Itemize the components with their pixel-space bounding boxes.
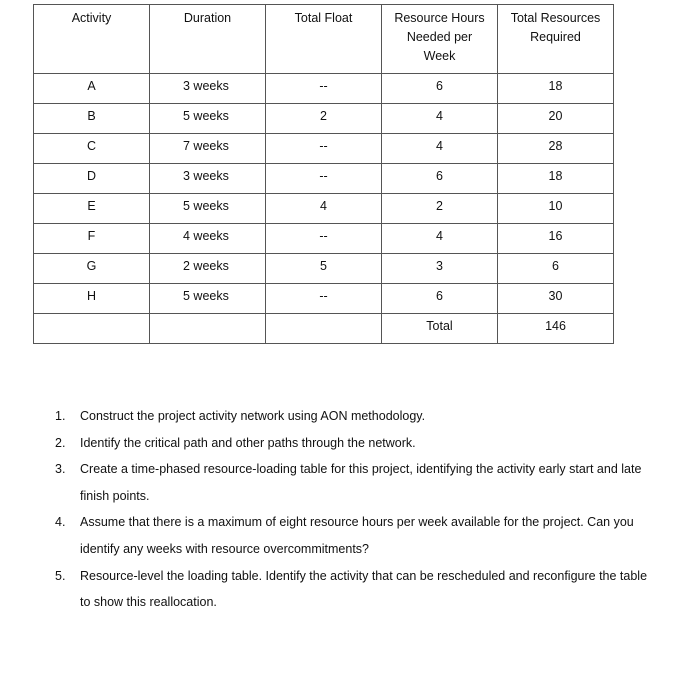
cell-total: 18 bbox=[498, 74, 614, 104]
question-text: Create a time-phased resource-loading table for this project, identifying the activity early start and late finish points. bbox=[80, 462, 642, 503]
table-header-row bbox=[34, 5, 614, 74]
cell-total: 20 bbox=[498, 104, 614, 134]
cell-total: 16 bbox=[498, 224, 614, 254]
cell-float: 2 bbox=[266, 104, 382, 134]
cell-float: -- bbox=[266, 284, 382, 314]
cell-total: 10 bbox=[498, 194, 614, 224]
cell-hours: 6 bbox=[382, 284, 498, 314]
cell-duration: 5 weeks bbox=[150, 194, 266, 224]
cell-total: 18 bbox=[498, 164, 614, 194]
question-number: 1. bbox=[55, 409, 66, 423]
question-text: Construct the project activity network using AON methodology. bbox=[80, 409, 426, 423]
cell-duration: 4 weeks bbox=[150, 224, 266, 254]
question-list bbox=[55, 403, 655, 616]
cell-activity: F bbox=[34, 224, 150, 254]
cell-hours: 2 bbox=[382, 194, 498, 224]
cell-activity: A bbox=[34, 74, 150, 104]
list-item bbox=[55, 509, 655, 562]
total-label: Total bbox=[382, 314, 498, 344]
question-number: 2. bbox=[55, 435, 66, 450]
cell-duration: 7 weeks bbox=[150, 134, 266, 164]
cell-float: 5 bbox=[266, 254, 382, 284]
cell-hours: 4 bbox=[382, 104, 498, 134]
cell-empty bbox=[34, 314, 150, 344]
list-item bbox=[55, 403, 655, 430]
table-row bbox=[34, 134, 614, 164]
cell-total: 28 bbox=[498, 134, 614, 164]
cell-float: -- bbox=[266, 74, 382, 104]
list-item bbox=[55, 456, 655, 509]
question-number: 3. bbox=[55, 462, 66, 477]
table-row bbox=[34, 74, 614, 104]
total-value: 146 bbox=[498, 314, 614, 344]
table-row bbox=[34, 224, 614, 254]
cell-hours: 6 bbox=[382, 74, 498, 104]
cell-activity: G bbox=[34, 254, 150, 284]
cell-activity: D bbox=[34, 164, 150, 194]
cell-duration: 3 weeks bbox=[150, 74, 266, 104]
header-duration: Duration bbox=[150, 5, 266, 74]
cell-activity: E bbox=[34, 194, 150, 224]
cell-activity: B bbox=[34, 104, 150, 134]
cell-activity: H bbox=[34, 284, 150, 314]
cell-float: -- bbox=[266, 164, 382, 194]
table-row bbox=[34, 254, 614, 284]
table-row bbox=[34, 104, 614, 134]
list-item bbox=[55, 563, 655, 616]
cell-hours: 6 bbox=[382, 164, 498, 194]
header-activity: Activity bbox=[34, 5, 150, 74]
cell-duration: 5 weeks bbox=[150, 284, 266, 314]
header-total-float: Total Float bbox=[266, 5, 382, 74]
table-row bbox=[34, 164, 614, 194]
question-text: Identify the critical path and other paths through the network. bbox=[80, 435, 416, 450]
cell-duration: 5 weeks bbox=[150, 104, 266, 134]
cell-hours: 4 bbox=[382, 224, 498, 254]
list-item bbox=[55, 430, 655, 457]
table-row bbox=[34, 284, 614, 314]
cell-duration: 2 weeks bbox=[150, 254, 266, 284]
cell-total: 6 bbox=[498, 254, 614, 284]
cell-float: -- bbox=[266, 134, 382, 164]
cell-hours: 3 bbox=[382, 254, 498, 284]
question-text: Resource-level the loading table. Identify the activity that can be rescheduled and reconfigure the table to show this reallocation. bbox=[80, 568, 648, 610]
cell-float: 4 bbox=[266, 194, 382, 224]
cell-total: 30 bbox=[498, 284, 614, 314]
cell-empty bbox=[266, 314, 382, 344]
resource-table bbox=[33, 4, 614, 344]
question-number: 5. bbox=[55, 568, 66, 583]
cell-empty bbox=[150, 314, 266, 344]
question-text: Assume that there is a maximum of eight resource hours per week available for the project. Can you identify any weeks with resource overcommitments? bbox=[80, 515, 634, 556]
cell-hours: 4 bbox=[382, 134, 498, 164]
header-resource-hours: Resource Hours Needed per Week bbox=[382, 5, 498, 74]
header-total-resources: Total Resources Required bbox=[498, 5, 614, 74]
cell-float: -- bbox=[266, 224, 382, 254]
table-total-row bbox=[34, 314, 614, 344]
table-row bbox=[34, 194, 614, 224]
cell-activity: C bbox=[34, 134, 150, 164]
cell-duration: 3 weeks bbox=[150, 164, 266, 194]
question-number: 4. bbox=[55, 515, 66, 530]
